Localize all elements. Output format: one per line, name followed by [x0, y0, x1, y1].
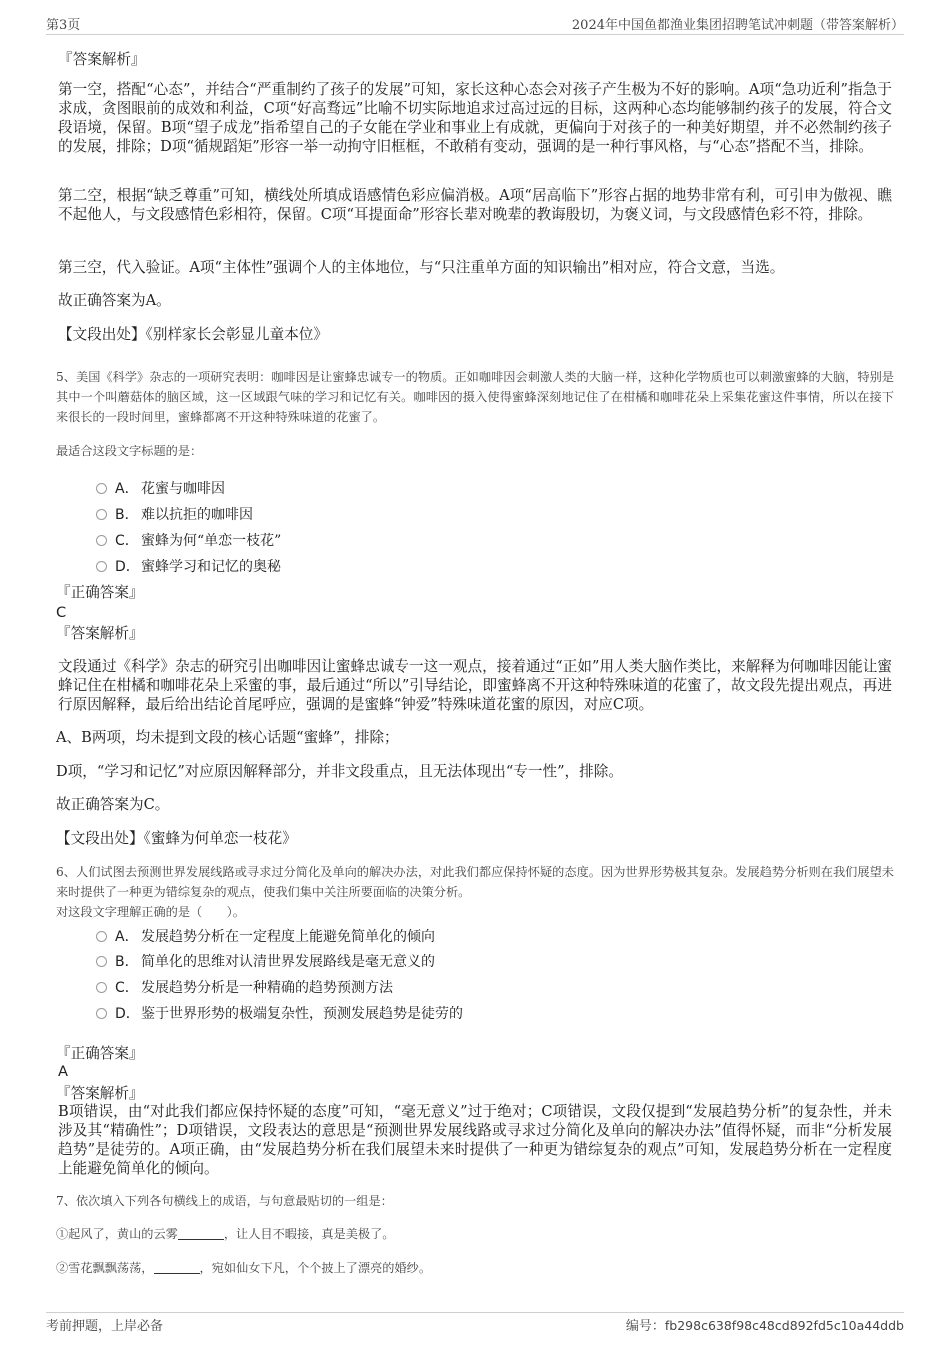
- option-letter: D．: [115, 559, 140, 575]
- option-text: 难以抗拒的咖啡因: [141, 507, 253, 523]
- q6-analysis-label: 『答案解析』: [56, 1085, 144, 1102]
- q6-answer-label: 『正确答案』: [56, 1045, 144, 1062]
- radio-icon[interactable]: [96, 1008, 107, 1019]
- q5-analysis-para-3: D项，“学习和记忆”对应原因解释部分，并非文段重点，且无法体现出“专一性”，排除。: [56, 763, 623, 780]
- q7-stem: 7、依次填入下列各句横线上的成语，与句意最贴切的一组是：: [56, 1194, 393, 1208]
- option-text: 简单化的思维对认清世界发展路线是毫无意义的: [141, 954, 435, 970]
- document-id-value: fb298c638f98c48cd892fd5c10a44ddb: [664, 1318, 904, 1333]
- sentence-1-before: ①起风了，黄山的云雾: [56, 1227, 178, 1241]
- q5-option-a[interactable]: [96, 478, 225, 498]
- sentence-2-before: ②雪花飘飘荡荡，: [56, 1261, 154, 1275]
- blank-line[interactable]: [178, 1227, 224, 1240]
- option-text: 蜜蜂学习和记忆的奥秘: [141, 559, 281, 575]
- page-number: 第3页: [46, 18, 81, 33]
- q6-answer: A: [58, 1063, 68, 1080]
- option-text: 发展趋势分析是一种精确的趋势预测方法: [141, 980, 393, 996]
- option-letter: B．: [115, 507, 139, 523]
- document-title: 2024年中国鱼都渔业集团招聘笔试冲刺题（带答案解析）: [571, 18, 904, 33]
- q6-prompt: 对这段文字理解正确的是（ ）。: [56, 905, 245, 919]
- q7-sentence-2: [56, 1258, 431, 1278]
- option-letter: A．: [115, 481, 139, 497]
- q6-option-a[interactable]: [96, 926, 435, 946]
- radio-icon[interactable]: [96, 956, 107, 967]
- document-id: [626, 1315, 904, 1334]
- q5-prompt: 最适合这段文字标题的是：: [56, 444, 203, 458]
- q5-stem: 5、美国《科学》杂志的一项研究表明：咖啡因是让蜜蜂忠诚专一的物质。正如咖啡因会刺激人类的大脑一样，这种化学物质也可以刺激蜜蜂的大脑，特别是其中一个叫蘑菇体的脑区域，这一区域跟气味的学习和记忆有关。咖啡因的摄入使得蜜蜂深刻地记住了在柑橘和咖啡花朵上采集花蜜这件事情，所以在接下来很长的一段时间里，蜜蜂都离不开这种特殊味道的花蜜了。: [56, 370, 894, 424]
- radio-icon[interactable]: [96, 982, 107, 993]
- q6-option-b[interactable]: [96, 951, 435, 971]
- option-letter: D．: [115, 1006, 140, 1022]
- option-letter: B．: [115, 954, 139, 970]
- sentence-1-after: ，让人目不暇接，真是美极了。: [223, 1227, 395, 1241]
- q5-analysis-label: 『答案解析』: [56, 625, 144, 642]
- footer-slogan: 考前押题，上岸必备: [46, 1319, 164, 1334]
- q5-analysis-para-2: A、B两项，均未提到文段的核心话题“蜜蜂”，排除；: [56, 729, 399, 746]
- radio-icon[interactable]: [96, 535, 107, 546]
- q5-conclusion: 故正确答案为C。: [56, 796, 170, 813]
- q5-option-b[interactable]: [96, 504, 253, 524]
- page-header: [46, 14, 904, 35]
- page-footer: [46, 1312, 904, 1333]
- q4-analysis-label: 『答案解析』: [58, 51, 146, 68]
- q6-option-d[interactable]: [96, 1003, 463, 1023]
- q6-stem: 6、人们试图去预测世界发展线路或寻求过分简化及单向的解决办法，对此我们都应保持怀疑的态度。因为世界形势极其复杂。发展趋势分析则在我们展望未来时提供了一种更为错综复杂的观点，使我们集中关注所要面临的决策分析。: [56, 865, 894, 899]
- radio-icon[interactable]: [96, 483, 107, 494]
- sentence-2-after: ，宛如仙女下凡，个个披上了漂亮的婚纱。: [199, 1261, 432, 1275]
- q5-source: 【文段出处】《蜜蜂为何单恋一枝花》: [56, 830, 297, 847]
- q5-answer: C: [56, 604, 67, 621]
- option-letter: C．: [115, 533, 139, 549]
- q5-option-c[interactable]: [96, 530, 281, 550]
- radio-icon[interactable]: [96, 931, 107, 942]
- q6-option-c[interactable]: [96, 977, 393, 997]
- q5-answer-label: 『正确答案』: [56, 584, 144, 601]
- blank-line[interactable]: [154, 1261, 200, 1274]
- option-text: 花蜜与咖啡因: [141, 481, 225, 497]
- radio-icon[interactable]: [96, 509, 107, 520]
- q5-option-d[interactable]: [96, 556, 281, 576]
- radio-icon[interactable]: [96, 561, 107, 572]
- q7-sentence-1: [56, 1224, 395, 1244]
- document-id-label: 编号：: [625, 1319, 665, 1334]
- q4-analysis-para-3: 第三空，代入验证。A项“主体性”强调个人的主体地位，与“只注重单方面的知识输出”相对应，符合文意，当选。: [58, 259, 785, 276]
- q4-analysis-para-1: 第一空，搭配“心态”，并结合“严重制约了孩子的发展”可知，家长这种心态会对孩子产生极为不好的影响。A项“急功近利”指急于求成，贪图眼前的成效和利益，C项“好高骛远”比喻不切实际地追求过高过远的目标，这两种心态均能够制约孩子的发展，符合文段语境，保留。B项“望子成龙”指希望自己的子女能在学业和事业上有成就，更偏向于对孩子的一种美好期望，并不必然制约孩子的发展，排除；D项“循规蹈矩”形容一举一动拘守旧框框，不敢稍有变动，强调的是一种行事风格，与“心态”搭配不当，排除。: [58, 81, 892, 155]
- option-text: 发展趋势分析在一定程度上能避免简单化的倾向: [141, 929, 435, 945]
- option-text: 蜜蜂为何“单恋一枝花”: [141, 533, 282, 549]
- q4-conclusion: 故正确答案为A。: [58, 292, 171, 309]
- q6-analysis: B项错误，由“对此我们都应保持怀疑的态度”可知，“毫无意义”过于绝对；C项错误，文段仅提到“发展趋势分析”的复杂性，并未涉及其“精确性”；D项错误，文段表达的意思是“预测世界发展线路或寻求过分简化及单向的解决办法”值得怀疑，而非“分析发展趋势”是徒劳的。A项正确，由“发展趋势分析在我们展望未来时提供了一种更为错综复杂的观点”可知，发展趋势分析在一定程度上能避免简单化的倾向。: [58, 1103, 892, 1177]
- option-letter: A．: [115, 929, 139, 945]
- q4-analysis-para-2: 第二空，根据“缺乏尊重”可知，横线处所填成语感情色彩应偏消极。A项“居高临下”形容占据的地势非常有利，可引申为傲视、瞧不起他人，与文段感情色彩相符，保留。C项“耳提面命”形容长辈对晚辈的教诲殷切，为褒义词，与文段感情色彩不符，排除。: [58, 187, 892, 223]
- option-text: 鉴于世界形势的极端复杂性，预测发展趋势是徒劳的: [141, 1006, 463, 1022]
- q4-source: 【文段出处】《别样家长会彰显儿童本位》: [58, 326, 328, 343]
- option-letter: C．: [115, 980, 139, 996]
- q5-analysis-para-1: 文段通过《科学》杂志的研究引出咖啡因让蜜蜂忠诚专一这一观点，接着通过“正如”用人类大脑作类比，来解释为何咖啡因能让蜜蜂记住在柑橘和咖啡花朵上采蜜的事，最后通过“所以”引导结论，即蜜蜂离不开这种特殊味道的花蜜了，故文段先提出观点，再进行原因解释，最后给出结论首尾呼应，强调的是蜜蜂“钟爱”特殊味道花蜜的原因，对应C项。: [58, 658, 892, 713]
